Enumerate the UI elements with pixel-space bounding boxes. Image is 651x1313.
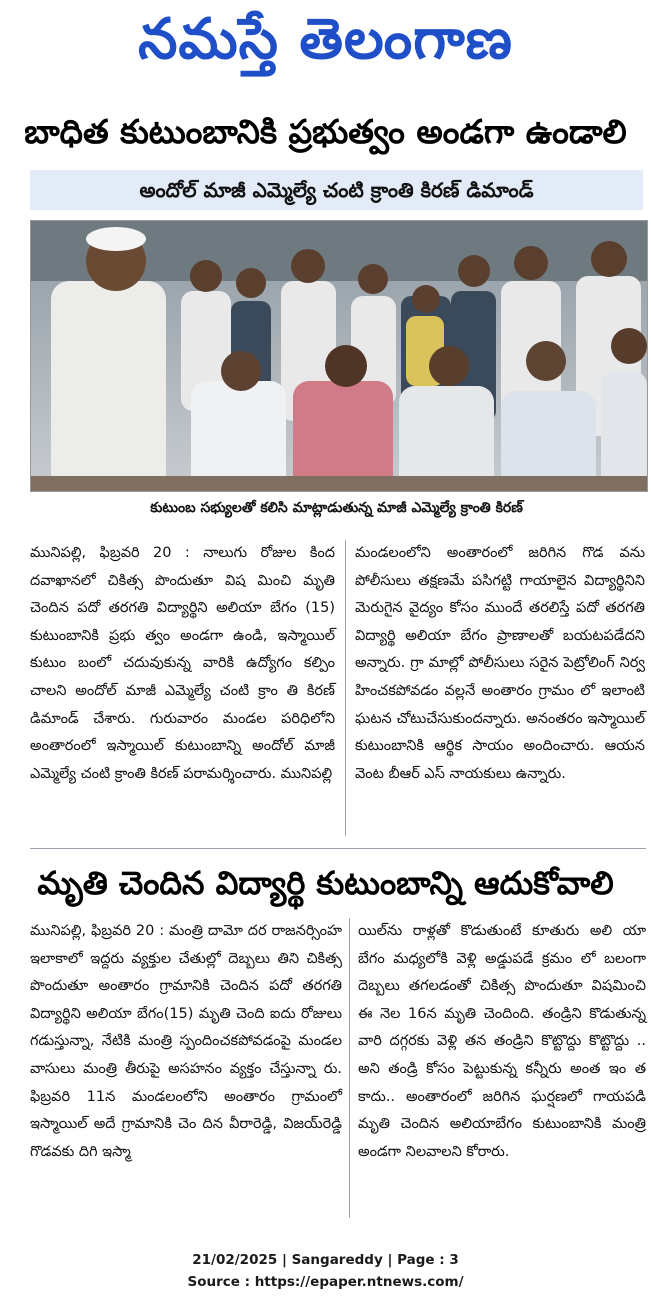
dateline: 21/02/2025 | Sangareddy | Page : 3 — [192, 1252, 459, 1268]
story-divider — [30, 848, 646, 849]
column-divider — [345, 540, 346, 836]
photo-caption: కుటుంబ సభ్యులతో కలిసి మాట్లాడుతున్న మాజీ ఎమ్మెల్యే క్రాంతి కిరణ్ — [150, 500, 523, 516]
column-divider — [349, 918, 350, 1218]
story2-body-text-2: యిల్‌ను రాళ్లతో కొడుతుంటే కూతురు అలి యా బేగం మధ్యలోకి వెళ్లి అడ్డుపడే క్రమం లో బలంగా దెబ్బలు తగలడంతో చికిత్స పొందుతూ విషమించి ఈ నెల 16న మృతి చెందింది. తండ్రిని కొడుతున్న వారి దగ్గరకు వెళ్లి తన తండ్రిని కొట్టొద్దు కొట్టొద్దు .. అని తండ్రి కోసం పెట్టుకున్న కన్నీరు అంత ఇం త కాదు.. అంతారంలో జరిగిన ఘర్షణలో గాయపడి మృతి చెందిన అలియాబేగం కుటుంబానికి మంత్రి అండగా నిలవాలని కోరారు. — [358, 923, 646, 1160]
story2-headline: మృతి చెందిన విద్యార్థి కుటుంబాన్ని ఆదుకోవాలి — [37, 864, 614, 902]
story2-column-2 — [358, 918, 646, 1223]
source-link[interactable]: Source : https://epaper.ntnews.com/ — [187, 1274, 464, 1290]
story1-body-text-1: మునిపల్లి, ఫిబ్రవరి 20 : నాలుగు రోజుల కింద దవాఖానలో చికిత్స పొందుతూ విష మించి మృతి చెందిన పదో తరగతి విద్యార్థిని అలియా బేగం (15) కుటుంబానికి ప్రభు త్వం అండగా ఉండి, ఇస్మాయిల్ కుటుం బంలో చదువుకున్న వారికి ఉద్యోగం కల్పిం చాలని అందోల్ మాజీ ఎమ్మెల్యే చంటి క్రాం తి కిరణ్ డిమాండ్ చేశారు. గురువారం మండల పరిధిలోని అంతారంలో ఇస్మాయిల్ కుటుంబాన్ని అందోల్ మాజీ ఎమ్మెల్యే చంటి క్రాంతి కిరణ్ పరామర్శించారు. మునిపల్లి — [30, 545, 335, 782]
news-photo-illustration — [31, 221, 647, 491]
news-photo — [30, 220, 648, 492]
story1-subheadline: అందోల్ మాజీ ఎమ్మెల్యే చంటి క్రాంతి కిరణ్ డిమాండ్ — [30, 170, 643, 210]
story1-headline: బాధిత కుటుంబానికి ప్రభుత్వం అండగా ఉండాలి — [24, 112, 627, 151]
story1-body-text-2: మండలంలోని అంతారంలో జరిగిన గొడ వను పోలీసులు తక్షణమే పసిగట్టి గాయాలైన విద్యార్థినిని మెరుగైన వైద్యం కోసం ముందే తరలిస్తే పదో తరగతి విద్యార్థి అలియా బేగం ప్రాణాలతో బయటపడేదని అన్నారు. గ్రా మాల్లో పోలీసులు సరైన పెట్రోలింగ్ నిర్వ హించకపోవడం వల్లనే అంతారం గ్రామం లో ఇలాంటి ఘటన చోటుచేసుకుందన్నారు. అనంతరం ఇస్మాయిల్ కుటుంబానికి ఆర్థిక సాయం అందించారు. ఆయన వెంట బీఆర్ ఎస్ నాయకులు ఉన్నారు. — [355, 545, 645, 782]
story1-column-1 — [30, 540, 335, 840]
story2-column-1 — [30, 918, 342, 1223]
masthead-logo: నమస్తే తెలంగాణ — [138, 7, 513, 72]
story2-body-text-1: మునిపల్లి, ఫిబ్రవరి 20 : మంత్రి దామో దర రాజనర్సింహ ఇలాకాలో ఇద్దరు వ్యక్తుల చేతుల్లో దెబ్బలు తిని చికిత్స పొందుతూ అంతారం గ్రామానికి చెందిన పదో తరగతి విద్యార్థిని అలియా బేగం(15) మృతి చెంది ఐదు రోజులు గడుస్తున్నా, నేటికి మంత్రి స్పందించకపోవడంపై మండల వాసులు మంత్రి తీరుపై అసహనం వ్యక్తం చేస్తున్నా రు. ఫిబ్రవరి 11న మండలంలోని అంతారం గ్రామంలో ఇస్మాయిల్ అదే గ్రామానికి చెం దిన వీరారెడ్డి, విజయ్‌రెడ్డి గొడవకు దిగి ఇస్మా — [30, 923, 342, 1160]
story1-column-2 — [355, 540, 645, 840]
